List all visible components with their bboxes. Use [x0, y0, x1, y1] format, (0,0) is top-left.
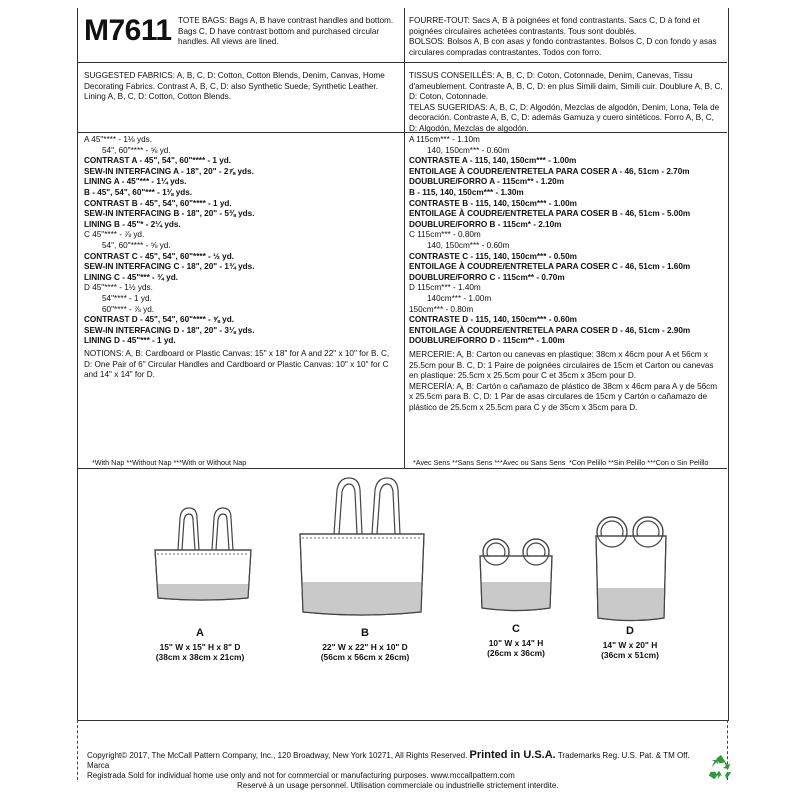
yardage-line: DOUBLURE/FORRO C - 115cm** - 0.70m: [409, 272, 565, 282]
yardage-line: CONTRASTE B - 115, 140, 150cm*** - 1.00m: [409, 198, 577, 208]
copyright-line-3: Reservé à un usage personnel. Utilisation commerciale ou industrielle strictement interdite.: [237, 781, 559, 790]
yardage-line: CONTRAST D - 45", 54", 60"**** - ⅝ yd.: [84, 315, 234, 325]
bag-d-dimensions-in: 14" W x 20" H: [602, 640, 658, 650]
yardage-fr: [409, 135, 723, 347]
bag-a-dimensions-in: 15" W x 15" H x 8" D: [159, 642, 241, 652]
description-fr-es: [409, 16, 723, 58]
yardage-line: CONTRASTE C - 115, 140, 150cm*** - 0.50m: [409, 251, 577, 261]
yardage-line: SEW-IN INTERFACING A - 18", 20" - 2⅞ yds.: [84, 166, 254, 176]
yardage-line: 54", 60"**** - ⅝ yd.: [102, 240, 171, 250]
yardage-line: 150cm*** - 0.80m: [409, 304, 474, 314]
notions-es-text: MERCERÍA: A, B: Cartón o cañamazo de plástico de 38cm x 46cm para A y de 56cm x 25.5cm para B. C, D: 1 Par de asas circulares de 15cm y Cartón o cañamazo de plástico de 25.5cm x 25.5cm para C y de 35cm x 35cm para D.: [409, 381, 718, 412]
description-en: [178, 16, 398, 48]
bag-illustrations: [0, 470, 800, 630]
yardage-line: A 45"**** - 1⅛ yds.: [84, 135, 152, 144]
yardage-line: LINING D - 45"*** - 1 yd.: [84, 336, 176, 346]
bag-a-drawing: [155, 508, 251, 600]
description-en-text: TOTE BAGS: Bags A, B have contrast handles and bottom. Bags C, D have contrast bottom and purchased circular handles. All views are lined.: [178, 16, 394, 47]
yardage-line: SEW-IN INTERFACING D - 18", 20" - 3⅛ yds.: [84, 325, 255, 335]
yardage-line: CONTRASTE A - 115, 140, 150cm*** - 1.00m: [409, 156, 577, 166]
copyright-text: Copyright© 2017, The McCall Pattern Company, Inc., 120 Broadway, New York 10271, All Rights Reserved.: [87, 751, 468, 760]
notions-fr-es: [409, 350, 723, 414]
bag-d-letter: D: [626, 625, 634, 637]
yardage-line: 140, 150cm*** - 0.60m: [427, 240, 510, 250]
trademark-text: Trademarks Reg. U.S. Pat. & TM Off. Marca: [87, 751, 690, 770]
yardage-line: ENTOILAGE À COUDRE/ENTRETELA PARA COSER D - 46, 51cm - 2.90m: [409, 325, 691, 335]
yardage-en: [84, 135, 398, 347]
yardage-line: SEW-IN INTERFACING C - 18", 20" - 1¾ yds.: [84, 262, 255, 272]
yardage-line: SEW-IN INTERFACING B - 18", 20" - 5⅜ yds.: [84, 209, 255, 219]
printed-in-text: Printed in U.S.A.: [469, 749, 556, 761]
fabrics-es-text: TELAS SUGERIDAS: A, B, C, D: Algodón, Mezclas de algodón, Denim, Lona, Tela de decoración. Contraste A, B, C, D: además Gamuza y cuero sintéticos. Forro A, B, C, D: Algodón, Mezclas de algodón.: [409, 102, 720, 133]
yardage-line: D 115cm*** - 1.40m: [409, 283, 481, 293]
bag-d-label: [570, 626, 690, 660]
bag-b-dimensions-in: 22" W x 22" H x 10" D: [322, 642, 408, 652]
fabrics-fr-es: [409, 71, 723, 135]
yardage-line: 54", 60"**** - ⅝ yd.: [102, 145, 171, 155]
fabrics-en: [84, 71, 398, 103]
yardage-line: ENTOILAGE À COUDRE/ENTRETELA PARA COSER A - 46, 51cm - 2.70m: [409, 166, 690, 176]
yardage-line: 140cm*** - 1.00m: [427, 293, 492, 303]
column-divider: [404, 8, 405, 468]
bag-c-dimensions-cm: (26cm x 36cm): [487, 648, 545, 658]
bag-b-label: [290, 628, 440, 662]
notions-fr-text: MERCERIE: A, B: Carton ou canevas en plastique: 38cm x 46cm pour A et 56cm x 25.5cm pour B. C, D: 1 Paire de poignées circulaires de 15cm et Carton ou canevas en plastique: 25.5cm x 25.5cm pour C et 35cm x 35cm pour D.: [409, 350, 714, 381]
yardage-line: LINING C - 45"*** - ¾ yd.: [84, 272, 178, 282]
yardage-line: 140, 150cm*** - 0.60m: [427, 145, 510, 155]
pattern-number: M7611: [84, 14, 172, 47]
copyright-block: [87, 750, 707, 791]
bag-b-letter: B: [361, 627, 369, 639]
yardage-line: C 45"**** - ⅞ yd.: [84, 230, 145, 240]
yardage-line: CONTRAST C - 45", 54", 60"**** - ½ yd.: [84, 251, 234, 261]
description-es-text: BOLSOS: Bolsos A, B con asas y fondo contrastantes. Bolsos C, D con fondo y asas circulares compradas contrastantes. Todos con forro.: [409, 37, 717, 57]
bag-c-drawing: [480, 539, 552, 611]
fabrics-fr-text: TISSUS CONSEILLÉS: A, B, C, D: Coton, Cotonnade, Denim, Canevas, Tissu d'ameublement. Contraste A, B, C, D: en plus Simili daim, Simili cuir. Doublure A, B, C, D: Coton, Cotonnade.: [409, 71, 723, 102]
bag-b-dimensions-cm: (56cm x 56cm x 26cm): [320, 652, 410, 662]
torn-edge-left: [77, 720, 78, 780]
yardage-line: ENTOILAGE À COUDRE/ENTRETELA PARA COSER C - 46, 51cm - 1.60m: [409, 262, 691, 272]
yardage-line: LINING A - 45"*** - 1¼ yds.: [84, 177, 187, 187]
bag-c-label: [456, 624, 576, 658]
bag-c-letter: C: [512, 623, 520, 635]
bag-a-dimensions-cm: (38cm x 38cm x 21cm): [155, 652, 245, 662]
yardage-line: CONTRASTE D - 115, 140, 150cm*** - 0.60m: [409, 315, 577, 325]
yardage-line: B - 115, 140, 150cm*** - 1.30m: [409, 187, 524, 197]
yardage-line: DOUBLURE/FORRO A - 115cm** - 1.20m: [409, 177, 564, 187]
yardage-line: CONTRAST A - 45", 54", 60"**** - 1 yd.: [84, 156, 232, 166]
yardage-line: C 115cm*** - 0.80m: [409, 230, 481, 240]
notions-en: [84, 349, 398, 381]
nap-note-es: *Con Pelillo **Sin Pelillo ***Con o Sin Pelillo: [569, 458, 709, 467]
copyright-line-2: Registrada Sold for individual home use only and not for commercial or manufacturing purposes. www.mccallpattern.com: [87, 771, 515, 780]
yardage-line: D 45"**** - 1½ yds.: [84, 283, 153, 293]
recycle-icon: [706, 752, 736, 782]
bag-a-label: [130, 628, 270, 662]
notions-en-text: NOTIONS: A, B: Cardboard or Plastic Canvas: 15" x 18" for A and 22" x 10" for B. C, D: One Pair of 6" Circular Handles and Cardboard or Plastic Canvas: 10" x 10" for C and 14" x 14" for D.: [84, 349, 390, 380]
bag-c-dimensions-in: 10" W x 14" H: [488, 638, 544, 648]
description-fr-text: FOURRE-TOUT: Sacs A, B à poignées et fond contrastants. Sacs C, D à fond et poignées circulaires achetées contrastants. Tous sont doublés.: [409, 16, 700, 36]
bag-d-dimensions-cm: (36cm x 51cm): [601, 650, 659, 660]
yardage-line: LINING B - 45"* - 2¼ yds.: [84, 219, 181, 229]
divider: [77, 62, 727, 63]
copyright-line-1: [87, 750, 707, 771]
yardage-line: CONTRAST B - 45", 54", 60"**** - 1 yd.: [84, 198, 232, 208]
yardage-line: ENTOILAGE À COUDRE/ENTRETELA PARA COSER B - 46, 51cm - 5.00m: [409, 209, 691, 219]
bag-d-drawing: [596, 517, 666, 621]
nap-note-fr: *Avec Sens **Sans Sens ***Avec ou Sans Sens: [413, 458, 566, 467]
bag-a-letter: A: [196, 627, 204, 639]
nap-note-en: *With Nap **Without Nap ***With or Without Nap: [92, 458, 247, 467]
yardage-line: B - 45", 54", 60"*** - 1⅜ yds.: [84, 187, 193, 197]
fabrics-en-text: SUGGESTED FABRICS: A, B, C, D: Cotton, Cotton Blends, Denim, Canvas, Home Decorating Fabrics. Contrast A, B, C, D: also Synthetic Suede, Synthetic Leather. Lining A, B, C, D: Cotton, Cotton Blends.: [84, 71, 385, 102]
yardage-line: DOUBLURE/FORRO D - 115cm** - 1.00m: [409, 336, 565, 346]
yardage-line: A 115cm*** - 1.10m: [409, 135, 480, 144]
divider: [77, 468, 727, 469]
yardage-line: 60"**** - ⅞ yd.: [102, 304, 155, 314]
bag-b-drawing: [300, 478, 424, 615]
yardage-line: DOUBLURE/FORRO B - 115cm* - 2.10m: [409, 219, 562, 229]
yardage-line: 54"**** - 1 yd.: [102, 293, 152, 303]
